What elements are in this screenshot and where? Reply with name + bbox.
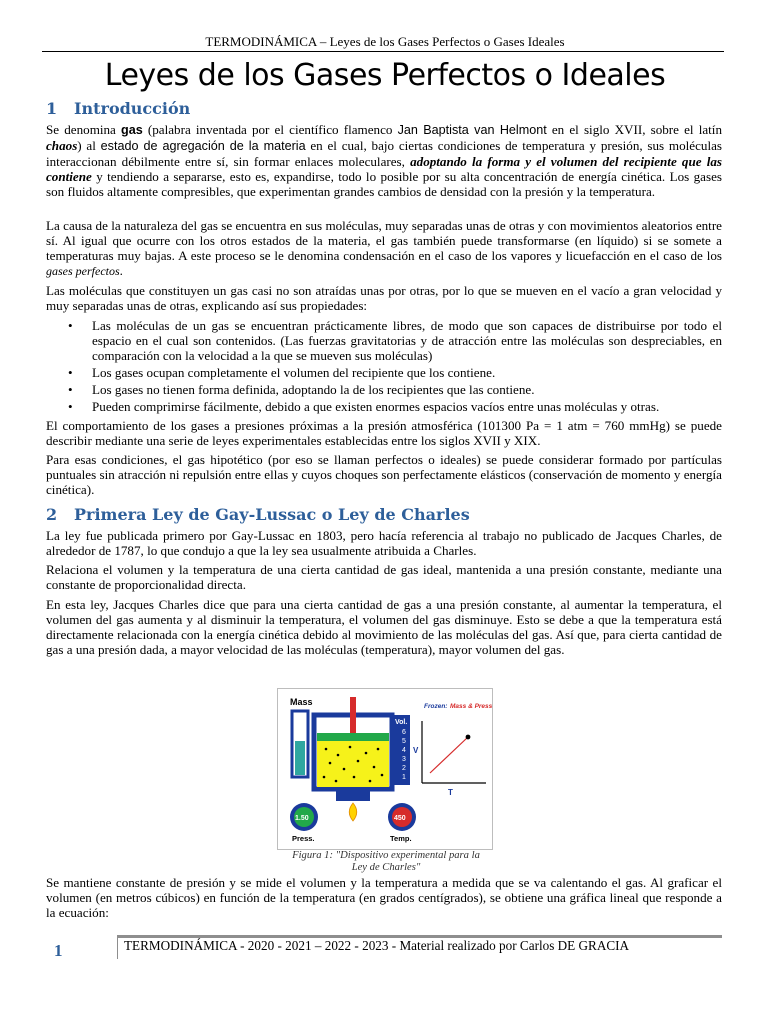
charles-paragraph-1: La ley fue publicada primero por Gay-Lussac en 1803, pero hacía referencia al trabajo no publicado de Jacques Charles, de alrededor de 1787, lo que condujo a que la ley sea usualmente atribuida a Charles. bbox=[46, 528, 722, 558]
vol-tick-3: 3 bbox=[402, 756, 406, 763]
vol-tick-2: 2 bbox=[402, 765, 406, 772]
temperature-value: 450 bbox=[394, 815, 406, 822]
piston-icon bbox=[317, 733, 389, 741]
section-2-title: Primera Ley de Gay-Lussac o Ley de Charles bbox=[74, 505, 470, 524]
v-t-line bbox=[430, 737, 468, 773]
text-run: Se denomina bbox=[46, 122, 122, 137]
v-axis-label: V bbox=[413, 746, 419, 755]
caption-line-1: Figura 1: "Dispositivo experimental para la bbox=[292, 850, 480, 861]
bullet-icon: • bbox=[68, 318, 73, 333]
pressure-label: Press. bbox=[292, 834, 315, 843]
section-1-heading bbox=[46, 99, 190, 119]
vol-label: Vol. bbox=[395, 719, 408, 726]
list-item bbox=[46, 399, 722, 414]
mass-label: Mass bbox=[290, 697, 313, 707]
list-item-text: Las moléculas de un gas se encuentran prácticamente libres, de modo que son capaces de distribuirse por todo el espacio en el cual son contenidos. (Las fuerzas gravitatorias y de atracción entre las moléculas son despreciables, en comparación con la velocidad a la que se mueven sus moléculas) bbox=[92, 318, 722, 363]
charles-apparatus-figure bbox=[277, 688, 493, 850]
figure-caption bbox=[279, 850, 493, 874]
header-rule bbox=[42, 51, 724, 52]
term-estado: estado de agregación de la materia bbox=[100, 139, 306, 153]
term-adoptando: adoptando la forma y el volumen del recipiente que las contiene bbox=[46, 154, 722, 184]
running-header: TERMODINÁMICA – Leyes de los Gases Perfectos o Gases Ideales bbox=[205, 34, 565, 49]
page-title: Leyes de los Gases Perfectos o Ideales bbox=[104, 58, 666, 93]
v-t-point bbox=[466, 735, 471, 740]
section-2-number: 2 bbox=[46, 505, 58, 524]
vol-tick-1: 1 bbox=[402, 774, 406, 781]
term-gas: gas bbox=[121, 123, 143, 137]
charles-apparatus-diagram bbox=[278, 689, 492, 849]
term-helmont: Jan Baptista van Helmont bbox=[397, 123, 547, 137]
text-run: La causa de la naturaleza del gas se encuentra en sus moléculas, muy separadas unas de otras y con movimientos aleatorios entre sí. Al igual que ocurre con los otros estados de la materia, el gas también puede transformarse (en líquido) si se somete a temperaturas muy bajas. A este proceso se le denomina condensación en el caso de los vapores y licuefacción en el caso de los bbox=[46, 218, 722, 263]
text-run: (palabra inventada por el científico flamenco bbox=[142, 122, 398, 137]
t-axis-label: T bbox=[448, 788, 453, 797]
temperature-label: Temp. bbox=[390, 834, 412, 843]
vol-tick-6: 6 bbox=[402, 729, 406, 736]
vol-tick-5: 5 bbox=[402, 738, 406, 745]
text-run: en el cual, bajo ciertas condiciones de temperatura y presión, sus moléculas interaccionan débilmente entre sí, sin formar enlaces moleculares, bbox=[46, 138, 723, 169]
bullet-icon: • bbox=[68, 399, 73, 414]
intro-paragraph-5: Para esas condiciones, el gas hipotético (por eso se llaman perfectos o ideales) se puede considerar formado por partículas puntuales sin atracción ni repulsión entre ellas y cuyos choques son perfectamente elásticos (conservación de momento y energía cinética). bbox=[46, 452, 722, 497]
intro-paragraph-2 bbox=[46, 218, 722, 279]
page-number: 1 bbox=[54, 941, 63, 960]
bullet-icon: • bbox=[68, 382, 73, 397]
list-item bbox=[46, 365, 722, 380]
frozen-values: Mass & Press. bbox=[450, 703, 492, 710]
charles-paragraph-2: Relaciona el volumen y la temperatura de una cierta cantidad de gas ideal, mantenida a una presión constante, mediante una constante de proporcionalidad directa. bbox=[46, 562, 722, 592]
text-run: . bbox=[119, 263, 123, 278]
frozen-label: Frozen: bbox=[424, 703, 448, 710]
list-item bbox=[46, 318, 722, 363]
text-run: y tendiendo a separarse, esto es, expandirse, todo lo posible por su alta concentración de energía cinética. Los gases son fluidos altamente compresibles, que experimentan grandes cambios de densidad con la presión y la temperatura. bbox=[46, 169, 722, 199]
list-item-text: Los gases ocupan completamente el volumen del recipiente que los contiene. bbox=[92, 365, 496, 380]
intro-paragraph-3: Las moléculas que constituyen un gas casi no son atraídas unas por otras, por lo que se mueven en el vacío a gran velocidad y muy separadas unas de otras, explicando así sus propiedades: bbox=[46, 283, 722, 313]
list-item bbox=[46, 382, 722, 397]
intro-paragraph-4: El comportamiento de los gases a presiones próximas a la presión atmosférica (101300 Pa = 1 atm = 760 mmHg) se puede describir mediante una serie de leyes experimentales establecidas entre los siglos XVII y XIX. bbox=[46, 418, 722, 448]
heater-base-icon bbox=[336, 791, 370, 801]
pressure-value: 1.50 bbox=[295, 815, 309, 822]
section-1-number: 1 bbox=[46, 99, 58, 118]
term-gases-perfectos: gases perfectos bbox=[46, 264, 120, 278]
term-chaos: chaos bbox=[46, 138, 78, 153]
mass-fluid-icon bbox=[295, 741, 305, 775]
charles-paragraph-4: Se mantiene constante de presión y se mide el volumen y la temperatura a medida que se va calentando el gas. Al graficar el volumen (en metros cúbicos) en función de la temperatura (en grados centígrados), se obtiene una gráfica lineal que responde a la ecuación: bbox=[46, 875, 722, 920]
text-run: ) al bbox=[77, 138, 101, 153]
footer-divider bbox=[117, 935, 118, 959]
list-item-text: Pueden comprimirse fácilmente, debido a que existen enormes espacios vacíos entre unas moléculas y otras. bbox=[92, 399, 660, 414]
section-2-heading bbox=[46, 505, 470, 525]
intro-paragraph-1 bbox=[46, 122, 722, 199]
footer-text: TERMODINÁMICA - 2020 - 2021 – 2022 - 2023 - Material realizado por Carlos DE GRACIA bbox=[124, 938, 630, 953]
vol-tick-4: 4 bbox=[402, 747, 406, 754]
text-run: en el siglo XVII, sobre el latín bbox=[546, 122, 722, 137]
flame-icon bbox=[349, 803, 357, 821]
piston-rod-icon bbox=[350, 697, 356, 733]
list-item-text: Los gases no tienen forma definida, adoptando la de los recipientes que las contiene. bbox=[92, 382, 535, 397]
properties-list bbox=[46, 318, 722, 416]
charles-paragraph-3: En esta ley, Jacques Charles dice que para una cierta cantidad de gas a una presión constante, al aumentar la temperatura, el volumen del gas aumenta y al disminuir la temperatura, el volumen del gas disminuye. Esto se debe a que la temperatura está directamente relacionada con la energía cinética debido al movimiento de las moléculas del gas. Así que, para cierta cantidad de gas a una presión dada, a mayor velocidad de las moléculas (temperatura), mayor volumen del gas. bbox=[46, 597, 722, 657]
bullet-icon: • bbox=[68, 365, 73, 380]
section-1-title: Introducción bbox=[74, 99, 191, 118]
caption-line-2: Ley de Charles" bbox=[351, 862, 421, 873]
